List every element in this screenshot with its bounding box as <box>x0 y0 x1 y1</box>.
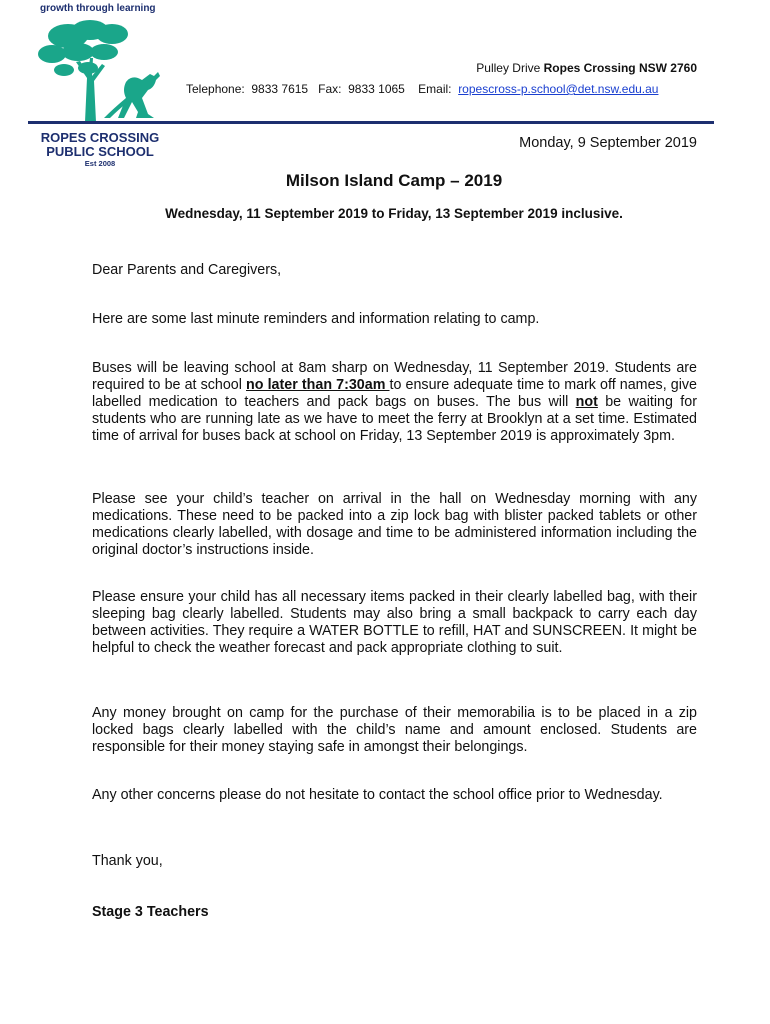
arrival-deadline: no later than 7:30am <box>246 377 390 393</box>
tree-and-kangaroo-icon <box>30 18 170 122</box>
school-name-line-1: ROPES CROSSING <box>40 130 160 145</box>
concerns-paragraph: Any other concerns please do not hesitate to contact the school office prior to Wednesday. <box>92 787 663 803</box>
phone-fax-text: Telephone: 9833 7615 Fax: 9833 1065 Email: <box>186 82 459 96</box>
bus-text-3: be waiting for students who are running late as we have to meet the ferry at Brooklyn at a set time. Estimated time of arrival for buses back at school on Friday, 13 September 2019 is approximately 3pm. <box>92 394 697 444</box>
school-motto: growth through learning <box>40 3 156 14</box>
letter-date: Monday, 9 September 2019 <box>519 135 697 151</box>
contact-line <box>186 82 658 96</box>
letter-title: Milson Island Camp – 2019 <box>285 171 503 190</box>
email-link[interactable]: ropescross-p.school@det.nsw.edu.au <box>458 82 659 96</box>
money-paragraph: Any money brought on camp for the purchase of their memorabilia is to be placed in a zip locked bags clearly labelled with the child’s name and amount enclosed. Students are responsible for their money staying safe in amongst their belongings. <box>92 705 697 755</box>
letter-subtitle: Wednesday, 11 September 2019 to Friday, 13 September 2019 inclusive. <box>165 206 623 221</box>
packing-paragraph: Please ensure your child has all necessary items packed in their clearly labelled bag, with their sleeping bag clearly labelled. Students may also bring a small backpack to carry each day between activities. They require a WATER BOTTLE to refill, HAT and SUNSCREEN. It might be helpful to check the weather forecast and pack appropriate clothing to suit. <box>92 589 697 656</box>
intro-paragraph: Here are some last minute reminders and information relating to camp. <box>92 311 540 327</box>
school-name <box>30 131 170 159</box>
medication-paragraph: Please see your child’s teacher on arrival in the hall on Wednesday morning with any medications. These need to be packed into a zip lock bag with blister packed tablets or other medications clearly labelled, with dosage and time to be administered information including the original doctor’s instructions inside. <box>92 491 697 558</box>
established-year: Est 2008 <box>84 159 116 168</box>
school-name-line-2: PUBLIC SCHOOL <box>46 144 154 159</box>
bus-text-2: to ensure adequate time to mark off names, give labelled medication to teachers and pack bags on buses. The bus will <box>92 377 697 410</box>
header-divider <box>28 121 714 124</box>
school-address <box>476 61 697 75</box>
not-emphasis: not <box>575 394 598 410</box>
bus-text-1: Buses will be leaving school at 8am sharp on Wednesday, 11 September 2019. Students are required to be at school <box>92 360 697 393</box>
address-street: Pulley Drive <box>476 61 544 75</box>
address-suburb: Ropes Crossing NSW 2760 <box>543 61 697 75</box>
bus-paragraph <box>92 360 697 445</box>
greeting: Dear Parents and Caregivers, <box>92 262 282 278</box>
signature: Stage 3 Teachers <box>92 904 209 920</box>
closing: Thank you, <box>92 853 163 869</box>
